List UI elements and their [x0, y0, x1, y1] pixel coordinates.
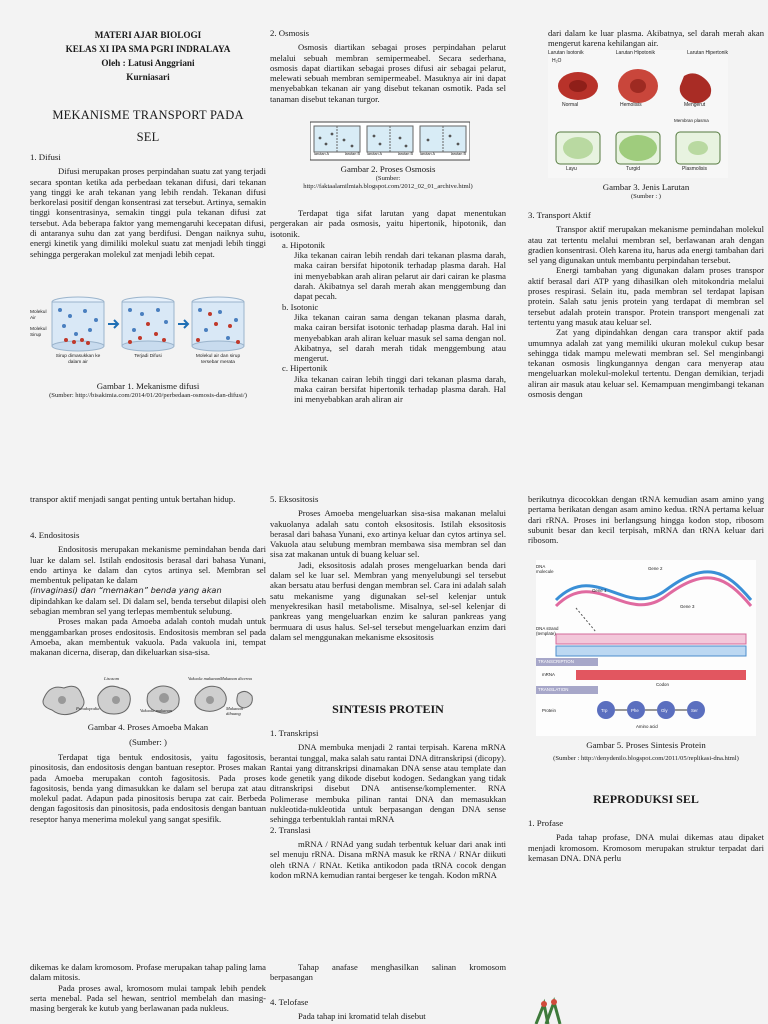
fig4-label-vakuola: Vakuola makanan [188, 676, 221, 681]
fig3-head-hipotonik: Larutan Hipotonik [615, 50, 655, 56]
fig3-label-hemolisis: Hemolisis [620, 102, 642, 108]
fig3-label-h2o: H₂O [552, 58, 562, 64]
figure-4-caption: Gambar 4. Proses Amoeba Makan [87, 722, 209, 732]
fig4-label-lisosom: Lisosom [104, 676, 120, 681]
fig4-label-pseudopodia: Pseudopodia [76, 706, 100, 711]
fig2-label-a3: larutan A [420, 152, 435, 156]
fig5-label-trp: Trp [601, 708, 608, 713]
translasi-continuation: berikutnya dicocokkan dengan tRNA kemudian asam amino yang pertama berikatan dengan asam amino kedua. tRNA pertama keluar dari rRNA. Proses ini berlangsung hingga kodon stop, ribosom subunit besar dan kecil terpisah, mRNA dan tRNA keluar dari ribosom. [528, 494, 764, 546]
fig5-label-protein: Protein [542, 708, 556, 713]
osmosis-intro: Terdapat tiga sifat larutan yang dapat menentukan pergerakan air pada osmosis, yaitu hipertonik, hipotonik, dan isotonik. [270, 208, 506, 239]
fig5-label-gly: Gly [661, 708, 668, 713]
fig1-label-step1: Sirup dimasukkan ke dalam air [55, 354, 101, 365]
fig1-label-step2: Terjadi Difusi [134, 354, 162, 359]
figure-protein-synthesis [536, 560, 756, 736]
ekso-p1: Proses Amoeba mengeluarkan sisa-sisa makanan melalui vakuolanya adalah satu contoh eksositosis. Istilah eksositosis berasal dari bahasa Yunani, exo artinya keluar dan cytos artinya sel. Vakuola atau selubung membran membawa sisa membran sel dan sisa zat makanan untuk di buang keluar sel. [270, 508, 506, 560]
aktif-p2: Energi tambahan yang digunakan dalam proses transpor aktif berasal dari ATP yang dihasilkan oleh mitokondria melalui proses respirasi. Selain itu, pada membran sel terdapat lapisan protein. Salah satu jenis protein yang terdapat di membran sel tersebut adalah protein transpor. Protein transport mengenali zat tertentu yang masuk atau keluar sel. [528, 265, 764, 327]
section-heading-difusi: 1. Difusi [30, 152, 61, 162]
fig1-label-step3: Molekul air dan sirup tersebar merata [195, 354, 241, 365]
figure-2-caption: Gambar 2. Proses Osmosis [340, 164, 436, 174]
header-class: KELAS XI IPA SMA PGRI INDRALAYA [65, 44, 231, 54]
fig3-head-isotonik: Larutan Isotonik [548, 50, 584, 56]
section-title-sintesis: SINTESIS PROTEIN [332, 702, 444, 716]
hipotonik-body: Jika tekanan cairan lebih rendah dari tekanan plasma darah, maka cairan bersifat hipotonik terhadap plasma darah. Hal ini menyebabkan arah aliran pelarut air dari cairan ke plasma darah. Akibatnya sel darah merah akan menggembung dan dapat pecah. [294, 250, 506, 302]
translasi-body: mRNA / RNAd yang sudah terbentuk keluar dari anak inti sel menuju rRNA. Disana mRNA masuk ke rRNA / RNAr diikuti oleh tRNA / RNAt. Ketika antikodon pada tRNA cocok dengan kodon mRNA kemudian rantai bergeser ke tengah. Kodon mRNA [270, 838, 506, 880]
difusi-body: Difusi merupakan proses perpindahan suatu zat yang terjadi secara spontan ketika ada perbedaan tekanan difusi, dari tekanan yang tinggi ke arah tekanan yang lebih rendah. Tekanan difusi berkorelasi positif dengan konsentrasi zat tersebut. Artinya, semakin tinggi konsentrasinya, semakin tinggi pula tekanan difusi zat tersebut. Ada beberapa faktor yang memengaruhi kecepatan difusi, di antaranya suhu dan zat yang berdifusi. Dengan naiknya suhu, energi kinetik yang dimiliki molekul suatu zat menjadi lebih tinggi sehingga pergerakan molekul zat menjadi lebih cepat. [30, 166, 266, 259]
profase-continuation: dikemas ke dalam kromosom. Profase merupakan tahap paling lama dalam mitosis. [30, 962, 266, 983]
aktif-continuation: transpor aktif menjadi sangat penting untuk bertahan hidup. [30, 494, 236, 504]
fig3-label-normal: Normal [562, 102, 579, 108]
section-heading-profase: 1. Profase [528, 818, 564, 828]
column-2-bottom [270, 0, 506, 1024]
fig5-label-ser: Ser [691, 708, 698, 713]
fig4-label-dibuang: Makanan dibuang [226, 706, 243, 716]
section-heading-endositosis: 4. Endositosis [30, 530, 80, 540]
fig5-label-transcription: TRANSCRIPTION [538, 659, 574, 664]
fig3-label-membrane: Membran plasma [674, 118, 709, 123]
aktif-p3: Zat yang dipindahkan dengan cara transpor aktif pada umumnya adalah zat yang memiliki ukuran molekul cukup besar sehingga tidak mampu melewati membran sel. Sel menginbangi tekanan osmosis lingkungannya dengan cara menyerap atau mengeluarkan molekul-molekul tertentu. Dengan demikian, terjadi aliran air masuk atau keluar sel. Kemampuan mengimbangi tekanan osmosis dengan [528, 327, 764, 400]
fig2-label-b3: larutan B [450, 152, 466, 156]
fig2-label-b1: larutan B [344, 152, 360, 156]
section-heading-telofase: 4. Telofase [270, 996, 309, 1007]
fig5-label-dna: DNA molecule [536, 564, 554, 574]
header-author-2: Kurniasari [126, 72, 170, 82]
fig3-label-turgid: Turgid [626, 166, 640, 172]
isotonik-body: Jika tekanan cairan sama dengan tekanan plasma darah, maka cairan bersifat isotonic terhadap plasma darah. Hal ini menyebabkan arah aliran keluar masuk sel sama dengan nol. Akibatnya, sel darah merah tidak menggembung atau mengerut. [294, 311, 506, 364]
page-title-2: SEL [136, 130, 160, 144]
fig5-label-gene2: Gene 2 [648, 566, 663, 571]
fig5-label-strand: DNA strand (template) [536, 626, 559, 636]
section-heading-transport-aktif: 3. Transport Aktif [528, 210, 591, 220]
aktif-p1: Transpor aktif merupakan mekanisme pemindahan molekul atau zat tertentu melalui membran sel, berlawanan arah dengan gradien konsentrasi. Oleh karena itu, harus ada energi tambahan dari sel yang digunakan untuk membantu perpindahan tersebut. [528, 224, 764, 266]
fig3-label-layu: Layu [566, 166, 577, 172]
endo-p1b: dipindahkan ke dalam sel. Di dalam sel, benda tersebut dilapisi oleh sebagian membran sel yang terlepas membentuk selubung. [30, 595, 266, 617]
fig1-label-syrup: Molekul Sirup [30, 327, 47, 338]
fig4-label-dicerna: Makanan dicerna [220, 676, 252, 681]
figure-2-source-url: http://faktaalamilmiah.blogspot.com/2012_02_01_archive.html) [303, 183, 473, 190]
fig2-label-b2: larutan B [397, 152, 413, 156]
isotonik-heading: b. Isotonic [282, 301, 319, 312]
anafase-body: Tahap anafase menghasilkan salinan kromosom berpasangan [270, 962, 506, 983]
fig5-label-amino: Amino acid [636, 724, 658, 729]
fig1-label-water: Molekul Air [30, 310, 47, 321]
endo-p2: Proses makan pada Amoeba adalah contoh mudah untuk menggambarkan proses endositosis. Endositosis membran sel pada Amoeba, akan membentuk vakuola. Pada vakuola ini, tempat makanan dicerna, diserap, dan dikeluarkan sisa-sisa. [30, 616, 266, 658]
fig2-label-a1: larutan A [314, 152, 329, 156]
section-heading-transkripsi: 1. Transkripsi [270, 728, 319, 738]
figure-2-source: (Sumber: [375, 175, 401, 182]
telofase-body: Pada tahap ini kromatid telah disebut [298, 1010, 426, 1021]
transkripsi-body: DNA membuka menjadi 2 rantai terpisah. Karena mRNA berantai tunggal, maka salah satu rantai DNA ditranskripsi (dicopy). Rantai yang ditranskripsi dinamakan DNA sense atau template dan kode genetik yang dikode disebut kodogen. Sedangkan yang tidak ditranskripsi disebut DNA antisense/komplementer. RNA Polimerase membuka pilinan rantai DNA dan memasukkan nukleotida-nukleotida untuk berpasangan dengan DNA sense sehingga terbentuklah rantai mRNA [270, 742, 506, 825]
section-heading-eksositosis: 5. Eksositosis [270, 494, 319, 504]
fig3-label-plasmolisis: Plasmolisis [682, 166, 708, 172]
fig3-label-mengerut: Mengerut [684, 102, 706, 108]
column-1-bottom [30, 0, 266, 1024]
hipertonik-continuation: dari dalam ke luar plasma. Akibatnya, sel darah merah akan mengerut karena kehilangan air. [548, 28, 764, 49]
ekso-p2: Jadi, eksositosis adalah proses mengeluarkan benda dari dalam sel ke luar sel. Membran yang menyelubungi sel tersebut akan bersatu atau berfusi dengan membran sel. Cara ini adalah salah satu mekanisme yang digunakan sel-sel kelenjar untuk menyekresikan hasil metabolisme. Misalnya, sel-sel kelenjar di pankreas yang mengeluarkan enzim ke saluran pankreas yang bermuara di usus halus. Sel-sel tersebut mengeluarkan enzim dari dalam sel menggunakan mekanisme eksositosis [270, 559, 506, 642]
hipotonik-heading: a. Hipotonik [282, 239, 325, 250]
header-author: Oleh : Latusi Anggriani [101, 58, 195, 68]
fig3-head-hipertonik: Larutan Hipertonik [687, 50, 728, 56]
figure-5-source: (Sumber : http://denydenilo.blogspot.com/2011/05/replikasi-dna.html) [553, 755, 739, 762]
figure-1-caption: Gambar 1. Mekanisme difusi [96, 381, 200, 391]
endo-p3: Terdapat tiga bentuk endositosis, yaitu fagositosis, pinositosis, dan endositosis dengan bantuan reseptor. Proses makan pada Amoeba merupakan contoh fagositosis. Pada proses fagositosis, benda yang dimasukkan ke dalam sel berupa zat atau molekul padat. Adapun pada pinositosis berupa zat cair. Berbeda dengan fagositosis dan pinositosis, pada endositosis dengan bantuan reseptor hanya menerima molekul yang sangat spesifik. [30, 752, 266, 824]
fig5-label-codon: Codon [656, 682, 669, 687]
fig4-label-vakuola-2: Vakuola makanan [140, 708, 173, 713]
figure-3-caption: Gambar 3. Jenis Larutan [602, 182, 690, 192]
endo-handwritten-line: (invaginasi) dan “memakan” benda yang akan [30, 585, 222, 596]
endo-p1a: Endositosis merupakan mekanisme pemindahan benda dari luar ke dalam sel. Istilah endositosis berasal dari bahasa Yunani, endo artinya ke dalam dan cytos artinya sel. Membran sel membentuk pelipatan ke dalam [30, 544, 266, 586]
section-title-reproduksi: REPRODUKSI SEL [593, 792, 699, 806]
hipertonik-heading: c. Hipertonik [282, 363, 328, 374]
profase-body: Pada tahap profase, DNA mulai dikemas atau dipaket menjadi kromosom. Kromosom merupakan struktur terpadat dari kemasan DNA. DNA perlu [528, 832, 764, 863]
figure-4-source: (Sumber: ) [129, 737, 167, 747]
fig5-label-translation: TRANSLATION [538, 687, 569, 692]
hipertonik-body: Jika tekanan cairan lebih tinggi dari tekanan plasma darah, maka cairan bersifat hipertonik terhadap plasma darah. Hal ini menyebabkan arah aliran air [294, 373, 506, 405]
figure-5-caption: Gambar 5. Proses Sintesis Protein [586, 740, 706, 750]
column-3-middle [528, 0, 764, 1024]
chromosome-illustration [530, 992, 570, 1024]
section-heading-translasi: 2. Translasi [270, 824, 311, 835]
fig5-label-gene3: Gene 3 [680, 604, 695, 609]
header-subject: MATERI AJAR BIOLOGI [94, 30, 202, 40]
figure-1-source: (Sumber: http://bisakimia.com/2014/01/20/perbedaan-osmosis-dan-difusi/) [49, 392, 247, 399]
section-heading-osmosis: 2. Osmosis [270, 28, 310, 38]
profase-p2: Pada proses awal, kromosom mulai tampak lebih pendek serta menebal. Pada sel hewan, sentriol membelah dan masing-masing bergerak ke kutub yang berlawanan pada nukleus. [30, 982, 266, 1014]
fig2-label-a2: larutan A [367, 152, 382, 156]
fig5-label-gene1: Gene 1 [592, 588, 607, 593]
fig5-label-mrna: mRNA [542, 672, 555, 677]
figure-3-source: (Sumber : ) [630, 193, 662, 200]
fig5-label-phe: Phe [631, 708, 639, 713]
page-title: MEKANISME TRANSPORT PADA [52, 108, 244, 122]
osmosis-body: Osmosis diartikan sebagai proses perpindahan pelarut melalui sebuah membran semipermeabel. Secara sederhana, osmosis dapat diartikan sebagai proses difusi air sebagai pelarut, melewati sebuah membran semipermeabel. Masuknya air ini dapat menyebabkan tekanan air yang disebut tekanan osmotik. Pada sel tanaman disebut tekanan turgor. [270, 42, 506, 104]
